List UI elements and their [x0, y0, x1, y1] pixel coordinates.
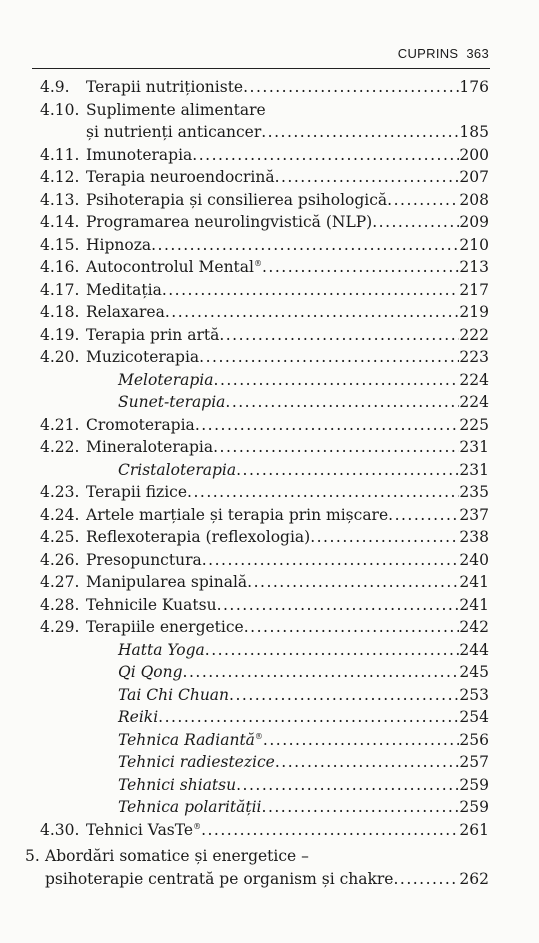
- toc-entry-page: 185: [459, 123, 489, 141]
- toc-entry-page: 224: [459, 393, 489, 411]
- toc-entry: [0, 639, 539, 662]
- toc-entry-line: [86, 99, 489, 122]
- toc-entry-title-text: Hipnoza: [86, 235, 152, 254]
- toc-entry-line: [86, 504, 489, 527]
- toc-entry-title-text: Imunoterapia: [86, 145, 193, 164]
- toc-entry-number: 4.21.: [40, 415, 80, 434]
- toc-entry-line: [118, 751, 489, 774]
- toc-entry-title-text: Tehnici radiestezice: [118, 753, 275, 771]
- toc-entry-page: 200: [459, 145, 489, 164]
- toc-entry-page: 222: [459, 325, 489, 344]
- dot-leader: [195, 414, 460, 437]
- toc-entry-title-text: Terapii nutriționiste: [86, 78, 244, 96]
- dot-leader: [229, 684, 459, 707]
- dot-leader: [187, 481, 459, 504]
- toc-entry-title-text: Tehnicile Kuatsu: [86, 595, 217, 614]
- toc-entry-title-text: Qi Qong: [118, 663, 183, 681]
- toc-entry: [0, 661, 539, 684]
- toc-entry-title-text: Terapia prin artă: [86, 325, 220, 344]
- toc-entry-page: 253: [459, 685, 489, 704]
- toc-entry-title-text: Programarea neurolingvistică (NLP): [86, 213, 373, 231]
- toc-entry-page: 256: [459, 730, 489, 749]
- toc-entry-title: [118, 751, 275, 774]
- toc-entry-title-text: Tai Chi Chuan: [118, 685, 230, 704]
- toc-entry-line: [86, 526, 489, 549]
- table-of-contents: [0, 76, 539, 890]
- toc-entry-title-text: Reiki: [118, 708, 159, 726]
- toc-entry-title: [86, 234, 151, 257]
- toc-entry-title: [118, 459, 236, 482]
- toc-entry: [0, 504, 539, 527]
- toc-entry: [0, 76, 539, 99]
- toc-entry-number: 4.20.: [40, 348, 80, 366]
- toc-entry-line: [118, 706, 489, 729]
- toc-entry-page: 244: [459, 640, 489, 659]
- toc-entry-page: 176: [459, 78, 489, 96]
- toc-entry: [0, 594, 539, 617]
- toc-entry-line: [118, 729, 489, 752]
- toc-entry-line: [118, 459, 489, 482]
- toc-entry: [0, 99, 539, 122]
- toc-entry-title-text: Mineraloterapia: [86, 438, 214, 456]
- toc-entry-title: [86, 436, 213, 459]
- toc-entry-title: [118, 639, 205, 662]
- toc-entry-line: [86, 549, 489, 572]
- toc-entry-line: [86, 324, 489, 347]
- toc-entry: [0, 845, 539, 868]
- toc-entry-line: [86, 234, 489, 257]
- toc-entry-page: 217: [459, 280, 489, 299]
- dot-leader: [236, 459, 459, 482]
- toc-entry-title-text: Tehnica polarității: [118, 798, 262, 816]
- toc-entry-number: 4.12.: [40, 168, 80, 186]
- toc-entry-title-text: Cristaloterapia: [118, 460, 237, 479]
- toc-entry-title: [118, 369, 214, 392]
- dot-leader: [199, 346, 459, 369]
- toc-entry-title: [118, 684, 229, 707]
- dot-leader: [202, 549, 460, 572]
- toc-entry-title: [86, 504, 388, 527]
- toc-entry-page: 261: [459, 820, 489, 839]
- dot-leader: [236, 774, 459, 797]
- toc-entry-title: [86, 211, 372, 234]
- toc-entry-title-text: Abordări somatice și energetice –: [45, 847, 309, 865]
- toc-entry-number: 4.15.: [40, 235, 80, 254]
- dot-leader: [158, 706, 459, 729]
- toc-entry-title-text: Tehnici VasTe: [86, 820, 194, 839]
- toc-entry-line: [86, 414, 489, 437]
- header-rule: [32, 68, 490, 69]
- dot-leader: [275, 166, 460, 189]
- toc-entry-title: [45, 845, 309, 868]
- dot-leader: [225, 391, 459, 414]
- toc-entry-page: 207: [459, 168, 489, 186]
- toc-entry-line: [45, 868, 489, 891]
- toc-entry-page: 237: [459, 505, 489, 524]
- toc-entry-title-text: Hatta Yoga: [118, 640, 205, 659]
- toc-entry-page: 209: [459, 213, 489, 231]
- dot-leader: [387, 189, 459, 212]
- dot-leader: [310, 526, 459, 549]
- toc-entry-line: [86, 571, 489, 594]
- toc-entry: [0, 369, 539, 392]
- toc-entry-number: 4.18.: [40, 303, 80, 321]
- toc-entry-title-text: Sunet-terapia: [118, 393, 226, 411]
- toc-entry-title: [86, 616, 244, 639]
- toc-entry-line: [45, 845, 489, 868]
- toc-entry-number: 5.: [25, 847, 40, 865]
- toc-entry-line: [118, 639, 489, 662]
- toc-entry-number: 4.11.: [40, 145, 80, 164]
- registered-mark: ®: [253, 258, 262, 268]
- toc-entry: [0, 796, 539, 819]
- toc-entry-line: [118, 796, 489, 819]
- toc-entry-page: 254: [459, 708, 489, 726]
- toc-entry-line: [86, 211, 489, 234]
- toc-entry-line: [86, 144, 489, 167]
- toc-entry-line: [86, 256, 489, 279]
- toc-entry-number: 4.27.: [40, 573, 80, 591]
- toc-entry-title-text: Suplimente alimentare: [86, 100, 266, 119]
- toc-entry-number: 4.9.: [40, 78, 70, 96]
- toc-entry: [0, 324, 539, 347]
- toc-entry: [0, 211, 539, 234]
- dot-leader: [372, 211, 459, 234]
- toc-entry-page: 238: [459, 528, 489, 546]
- toc-entry-line: [86, 616, 489, 639]
- toc-entry-line: [86, 279, 489, 302]
- header-title: CUPRINS: [397, 46, 459, 61]
- toc-entry: [0, 868, 539, 891]
- toc-entry-line: [86, 594, 489, 617]
- toc-entry-title-text: Cromoterapia: [86, 415, 195, 434]
- toc-entry-title: [86, 414, 195, 437]
- toc-entry-line: [86, 76, 489, 99]
- toc-entry: [0, 346, 539, 369]
- toc-entry-number: 4.24.: [40, 505, 80, 524]
- toc-entry-line: [86, 189, 489, 212]
- toc-entry-title: [118, 661, 183, 684]
- toc-entry: [0, 391, 539, 414]
- toc-entry: [0, 436, 539, 459]
- dot-leader: [219, 324, 459, 347]
- toc-entry-title-text: Autocontrolul Mental: [86, 258, 254, 276]
- toc-entry-title: [86, 526, 310, 549]
- toc-entry: [0, 549, 539, 572]
- toc-entry: [0, 144, 539, 167]
- toc-entry-line: [86, 346, 489, 369]
- dot-leader: [388, 504, 459, 527]
- toc-entry-title: [118, 706, 158, 729]
- dot-leader: [247, 571, 459, 594]
- toc-entry-page: 208: [459, 190, 489, 209]
- toc-entry-title: [86, 594, 217, 617]
- toc-entry-line: [86, 166, 489, 189]
- toc-entry-title-text: Meditația: [86, 280, 162, 299]
- toc-entry-line: [86, 301, 489, 324]
- toc-entry-line: [118, 684, 489, 707]
- toc-entry-title-text: Terapii fizice: [86, 483, 188, 501]
- toc-entry-number: 4.25.: [40, 528, 80, 546]
- toc-entry-title: [86, 571, 247, 594]
- toc-entry-page: 213: [459, 258, 489, 276]
- toc-entry-title-text: Artele marțiale și terapia prin mișcare: [86, 505, 389, 524]
- toc-entry: [0, 684, 539, 707]
- toc-entry-page: 225: [459, 415, 489, 434]
- toc-entry-title: [86, 819, 201, 842]
- toc-entry-line: [86, 121, 489, 144]
- toc-entry: [0, 459, 539, 482]
- toc-entry-number: 4.23.: [40, 483, 80, 501]
- toc-entry-number: 4.22.: [40, 438, 80, 456]
- toc-entry-title-text: și nutrienți anticancer: [86, 123, 262, 141]
- dot-leader: [201, 819, 459, 842]
- toc-entry-title: [45, 868, 393, 891]
- toc-entry-page: 223: [459, 348, 489, 366]
- toc-entry-title: [118, 796, 262, 819]
- dot-leader: [192, 144, 459, 167]
- toc-entry-line: [118, 391, 489, 414]
- dot-leader: [214, 369, 460, 392]
- toc-entry-page: 235: [459, 483, 489, 501]
- toc-entry-title: [86, 481, 187, 504]
- toc-entry-title-text: Relaxarea: [86, 303, 165, 321]
- toc-entry-page: 259: [459, 775, 489, 794]
- toc-entry-title-text: Meloterapia: [118, 370, 214, 389]
- toc-entry-line: [86, 481, 489, 504]
- toc-entry-number: 4.17.: [40, 280, 80, 299]
- toc-entry-page: 241: [459, 573, 489, 591]
- toc-entry-title-text: Psihoterapia și consilierea psihologică: [86, 190, 388, 209]
- toc-entry-line: [86, 819, 489, 842]
- toc-entry-title: [86, 256, 262, 279]
- toc-entry-title: [118, 774, 236, 797]
- toc-entry-title-text: Tehnici shiatsu: [118, 775, 237, 794]
- toc-entry-title-text: Muzicoterapia: [86, 348, 200, 366]
- dot-leader: [151, 234, 459, 257]
- toc-entry-title: [86, 76, 243, 99]
- toc-entry-page: 224: [459, 370, 489, 389]
- toc-entry-title-text: Terapiile energetice: [86, 618, 244, 636]
- toc-entry: [0, 819, 539, 842]
- toc-entry-page: 240: [459, 550, 489, 569]
- toc-entry: [0, 414, 539, 437]
- dot-leader: [165, 301, 460, 324]
- dot-leader: [217, 594, 460, 617]
- toc-entry-page: 219: [459, 303, 489, 321]
- dot-leader: [244, 616, 460, 639]
- dot-leader: [275, 751, 460, 774]
- toc-entry: [0, 706, 539, 729]
- dot-leader: [243, 76, 459, 99]
- toc-entry: [0, 256, 539, 279]
- dot-leader: [213, 436, 459, 459]
- toc-entry: [0, 774, 539, 797]
- toc-entry-number: 4.30.: [40, 820, 80, 839]
- toc-entry-title-text: psihoterapie centrată pe organism și chakre: [45, 869, 394, 888]
- toc-entry-title: [118, 729, 263, 752]
- toc-entry-page: 259: [459, 798, 489, 816]
- toc-entry-number: 4.13.: [40, 190, 80, 209]
- toc-entry: [0, 729, 539, 752]
- dot-leader: [262, 796, 460, 819]
- toc-entry-page: 242: [459, 618, 489, 636]
- toc-entry: [0, 751, 539, 774]
- toc-entry-number: 4.10.: [40, 100, 80, 119]
- toc-entry-number: 4.16.: [40, 258, 80, 276]
- toc-entry: [0, 234, 539, 257]
- dot-leader: [263, 729, 459, 752]
- toc-entry-title: [86, 166, 275, 189]
- toc-entry: [0, 571, 539, 594]
- toc-entry-page: 231: [459, 438, 489, 456]
- toc-entry: [0, 166, 539, 189]
- toc-entry-title-text: Reflexoterapia (reflexologia): [86, 528, 311, 546]
- toc-entry: [0, 121, 539, 144]
- toc-entry-line: [118, 774, 489, 797]
- registered-mark: ®: [254, 731, 263, 741]
- toc-entry-title: [86, 346, 199, 369]
- toc-entry-title: [86, 189, 387, 212]
- running-header: [398, 46, 489, 61]
- toc-entry-title: [86, 121, 261, 144]
- toc-entry: [0, 526, 539, 549]
- dot-leader: [205, 639, 460, 662]
- toc-entry-page: 245: [459, 663, 489, 681]
- toc-entry-page: 262: [459, 869, 489, 888]
- toc-entry-title: [86, 99, 266, 122]
- toc-entry-line: [86, 436, 489, 459]
- toc-entry: [0, 279, 539, 302]
- toc-entry-title: [86, 549, 202, 572]
- registered-mark: ®: [193, 821, 202, 831]
- toc-entry-title: [86, 301, 165, 324]
- header-page-number: 363: [466, 46, 489, 61]
- toc-entry-page: 257: [459, 753, 489, 771]
- toc-entry-number: 4.14.: [40, 213, 80, 231]
- toc-entry: [0, 481, 539, 504]
- toc-entry-number: 4.28.: [40, 595, 80, 614]
- dot-leader: [162, 279, 460, 302]
- dot-leader: [261, 121, 459, 144]
- toc-entry: [0, 616, 539, 639]
- toc-entry: [0, 301, 539, 324]
- toc-entry-number: 4.19.: [40, 325, 80, 344]
- toc-entry-title-text: Terapia neuroendocrină: [86, 168, 275, 186]
- toc-entry-title-text: Presopunctura: [86, 550, 202, 569]
- toc-entry-title: [86, 279, 162, 302]
- toc-entry-number: 4.26.: [40, 550, 80, 569]
- toc-entry-number: 4.29.: [40, 618, 80, 636]
- toc-entry-page: 231: [459, 460, 489, 479]
- dot-leader: [262, 256, 459, 279]
- toc-entry-title-text: Manipularea spinală: [86, 573, 248, 591]
- dot-leader: [183, 661, 460, 684]
- toc-entry-title: [86, 324, 219, 347]
- toc-entry-title: [86, 144, 192, 167]
- toc-entry-line: [118, 661, 489, 684]
- toc-entry-page: 241: [459, 595, 489, 614]
- toc-entry-line: [118, 369, 489, 392]
- toc-entry-page: 210: [459, 235, 489, 254]
- toc-entry-title: [118, 391, 225, 414]
- dot-leader: [393, 868, 459, 891]
- toc-entry: [0, 189, 539, 212]
- toc-entry-title-text: Tehnica Radiantă: [118, 730, 255, 749]
